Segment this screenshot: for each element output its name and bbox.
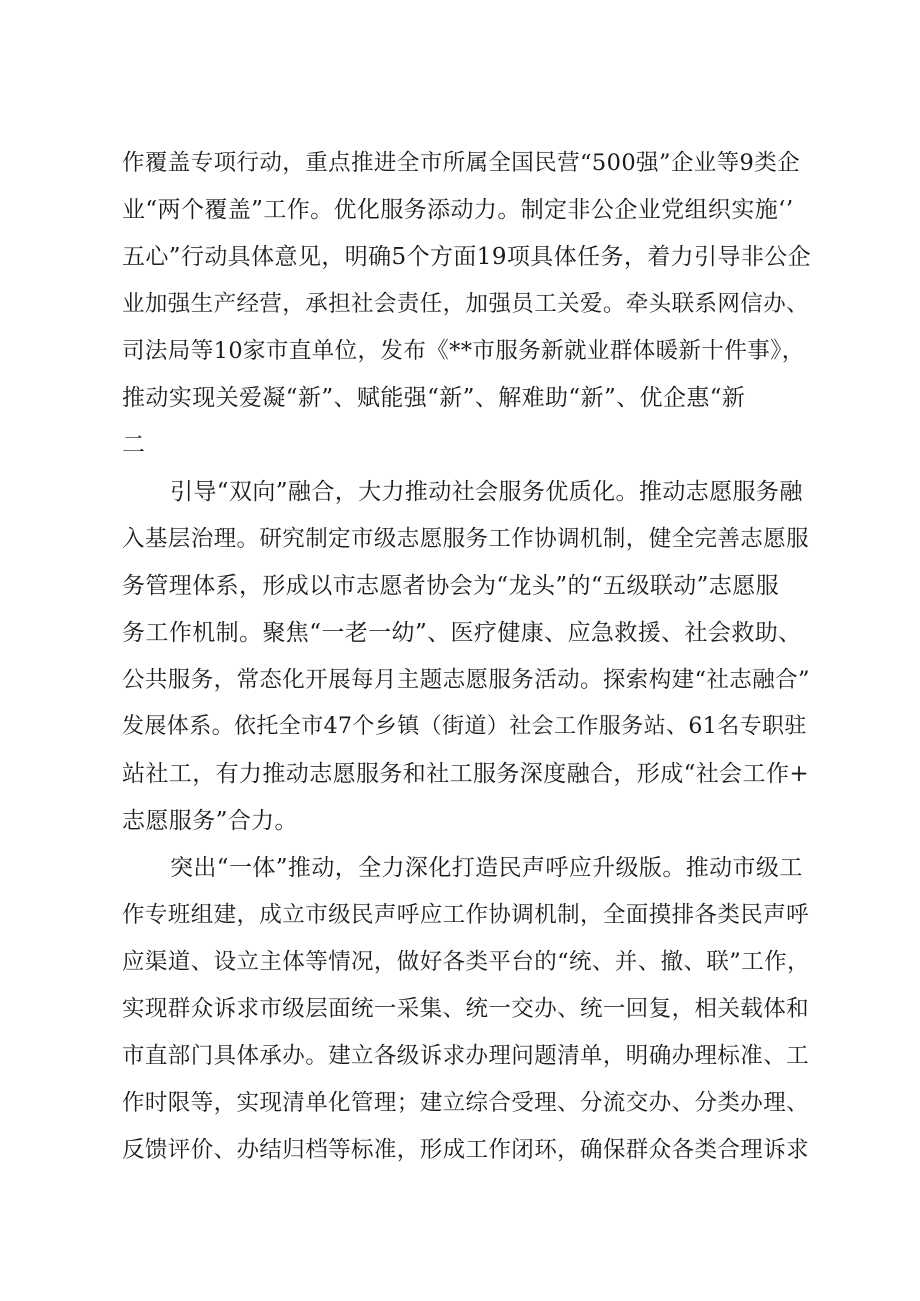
text-line: 站社工，有力推动志愿服务和社工服务深度融合，形成“社会工作+ — [122, 761, 810, 787]
text-line: 二 — [122, 432, 146, 458]
text-line: 志愿服务”合力。 — [122, 808, 298, 834]
text-line: 反馈评价、办结归档等标准，形成工作闭环，确保群众各类合理诉求 — [122, 1137, 810, 1163]
text-line: 作覆盖专项行动，重点推进全市所属全国民营“500强”企业等9类企 — [122, 150, 801, 176]
text-line: 司法局等10家市直单位，发布《**市服务新就业群体暖新十件事》， — [122, 338, 805, 364]
text-line: 应渠道、设立主体等情况，做好各类平台的“统、并、撤、联”工作， — [122, 949, 810, 975]
text-line: 公共服务，常态化开展每月主题志愿服务活动。探索构建“社志融合” — [122, 667, 810, 693]
text-line: 务管理体系，形成以市志愿者协会为“龙头”的“五级联动”志愿服 — [122, 573, 780, 599]
text-line: 业“两个覆盖”工作。优化服务添动力。制定非公企业党组织实施‘’ — [122, 197, 794, 223]
text-line: 务工作机制。聚焦“一老一幼”、医疗健康、应急救援、社会救助、 — [122, 620, 802, 646]
text-line: 五心”行动具体意见，明确5个方面19项具体任务，着力引导非公企 — [122, 244, 812, 270]
text-line: 市直部门具体承办。建立各级诉求办理问题清单，明确办理标准、工 — [122, 1043, 810, 1069]
text-line: 业加强生产经营，承担社会责任，加强员工关爱。牵头联系网信办、 — [122, 291, 810, 317]
paragraph-first-line: 引导“双向”融合，大力推动社会服务优质化。推动志愿服务融 — [170, 479, 803, 505]
text-line: 作专班组建，成立市级民声呼应工作协调机制，全面摸排各类民声呼 — [122, 902, 810, 928]
text-line: 入基层治理。研究制定市级志愿服务工作协调机制，健全完善志愿服 — [122, 526, 810, 552]
paragraph-first-line: 突出“一体”推动，全力深化打造民声呼应升级版。推动市级工 — [170, 855, 803, 881]
text-line: 发展体系。依托全市47个乡镇（街道）社会工作服务站、61名专职驻 — [122, 714, 807, 739]
text-line: 实现群众诉求市级层面统一采集、统一交办、统一回复，相关载体和 — [122, 996, 810, 1022]
text-line: 推动实现关爱凝“新”、赋能强“新”、解难助“新”、优企惠“新 — [122, 385, 746, 411]
text-line: 作时限等，实现清单化管理；建立综合受理、分流交办、分类办理、 — [122, 1090, 810, 1116]
